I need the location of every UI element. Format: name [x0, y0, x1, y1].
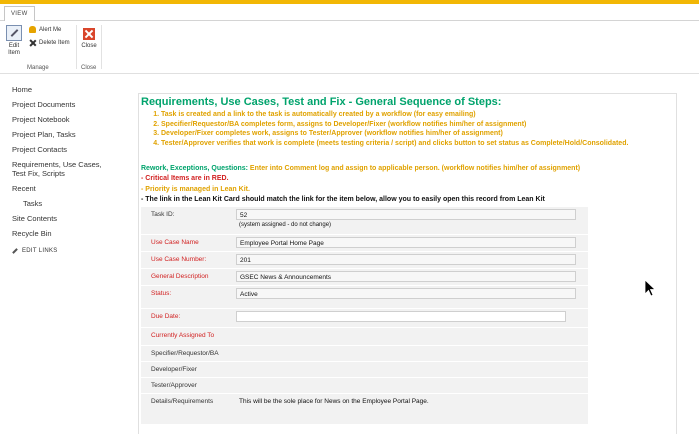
steps-list	[141, 110, 631, 148]
use-case-name-field[interactable]: Employee Portal Home Page	[236, 237, 576, 248]
close-group-label: Close	[81, 65, 97, 71]
ribbon-tabstrip	[0, 4, 699, 21]
close-button[interactable]	[81, 28, 97, 49]
use-case-number-label: Use Case Number:	[151, 256, 207, 263]
general-description-field[interactable]: GSEC News & Announcements	[236, 271, 576, 282]
alert-me-label: Alert Me	[39, 26, 62, 33]
nav-project-notebook[interactable]: Project Notebook	[12, 115, 70, 124]
step-item: 1. Task is created and a link to the task is automatically created by a workflow (for easy emailing)	[161, 110, 631, 120]
edit-item-button[interactable]	[5, 25, 23, 57]
details-label: Details/Requirements	[151, 398, 214, 405]
close-icon	[83, 28, 95, 40]
nav-home[interactable]: Home	[12, 85, 33, 94]
mouse-cursor-icon	[644, 279, 656, 297]
nav-requirements[interactable]: Requirements, Use Cases, Test Fix, Scripts	[12, 160, 102, 178]
use-case-name-label: Use Case Name	[151, 239, 199, 246]
rework-line	[141, 165, 580, 172]
item-form	[141, 207, 588, 425]
edit-links-label: EDIT LINKS	[22, 248, 58, 254]
page-heading: Requirements, Use Cases, Test and Fix - General Sequence of Steps:	[141, 96, 502, 108]
developer-label: Developer/Fixer	[151, 366, 197, 373]
nav-recent[interactable]: Recent	[12, 184, 36, 193]
ribbon	[0, 21, 699, 74]
edit-item-label: Edit Item	[8, 43, 20, 56]
step-item: 2. Specifier/Requestor/BA completes form, assigns to Developer/Fixer (workflow notifies him/her of assignment)	[161, 120, 631, 130]
details-value: This will be the sole place for News on the Employee Portal Page.	[239, 398, 429, 405]
form-row-general-description	[141, 269, 588, 286]
general-description-label: General Description	[151, 273, 209, 280]
delete-item-label: Delete Item	[39, 39, 70, 46]
quick-launch	[12, 85, 122, 254]
form-row-developer	[141, 362, 588, 378]
delete-icon	[29, 39, 36, 46]
ribbon-separator	[76, 25, 77, 69]
due-date-label: Due Date:	[151, 313, 181, 320]
form-row-use-case-number	[141, 252, 588, 269]
edit-item-icon	[6, 25, 22, 41]
task-id-label: Task ID:	[151, 211, 175, 218]
step-item: 4. Tester/Approver verifies that work is complete (meets testing criteria / script) and clicks button to set status as Complete/Hold/Consolidated.	[161, 139, 631, 149]
nav-project-contacts[interactable]: Project Contacts	[12, 145, 68, 154]
currently-assigned-label: Currently Assigned To	[151, 332, 215, 339]
step-item: 3. Developer/Fixer completes work, assigns to Tester/Approver (workflow notifies him/her of assignment)	[161, 129, 631, 139]
form-row-tester	[141, 378, 588, 394]
manage-group-label: Manage	[27, 65, 49, 71]
use-case-number-field[interactable]: 201	[236, 254, 576, 265]
nav-site-contents[interactable]: Site Contents	[12, 214, 58, 223]
rework-text: Enter into Comment log and assign to applicable person. (workflow notifies him/her of assignment)	[249, 165, 581, 172]
form-row-status	[141, 286, 588, 309]
tab-view[interactable]: VIEW	[4, 6, 35, 23]
priority-note: - Priority is managed in Lean Kit.	[141, 186, 250, 193]
status-label: Status:	[151, 290, 172, 297]
main-content	[138, 93, 677, 434]
critical-note: - Critical Items are in RED.	[141, 175, 229, 182]
close-label: Close	[81, 43, 97, 49]
form-row-specifier	[141, 346, 588, 362]
form-row-currently-assigned	[141, 328, 588, 346]
delete-item-button[interactable]	[29, 39, 70, 46]
specifier-label: Specifier/Requestor/BA	[151, 350, 219, 357]
nav-tasks[interactable]: Tasks	[23, 199, 43, 208]
pencil-icon	[12, 248, 18, 254]
rework-label: Rework, Exceptions, Questions:	[141, 165, 248, 172]
status-field[interactable]: Active	[236, 288, 576, 299]
form-row-due-date	[141, 309, 588, 328]
due-date-input[interactable]	[236, 311, 566, 322]
form-row-task-id	[141, 207, 588, 235]
ribbon-separator	[101, 25, 102, 69]
nav-recycle-bin[interactable]: Recycle Bin	[12, 229, 52, 238]
bell-icon	[29, 26, 36, 33]
form-row-details	[141, 394, 588, 425]
form-row-use-case-name	[141, 235, 588, 252]
nav-project-documents[interactable]: Project Documents	[12, 100, 76, 109]
task-id-field[interactable]: 52	[236, 209, 576, 220]
edit-links-button[interactable]	[12, 248, 122, 254]
task-id-note: (system assigned - do not change)	[239, 222, 332, 228]
link-note: - The link in the Lean Kit Card should match the link for the item below, allow you to easily open this record from Lean Kit	[141, 196, 545, 203]
alert-me-button[interactable]	[29, 26, 61, 33]
nav-project-plan-tasks[interactable]: Project Plan, Tasks	[12, 130, 76, 139]
tester-label: Tester/Approver	[151, 382, 197, 389]
